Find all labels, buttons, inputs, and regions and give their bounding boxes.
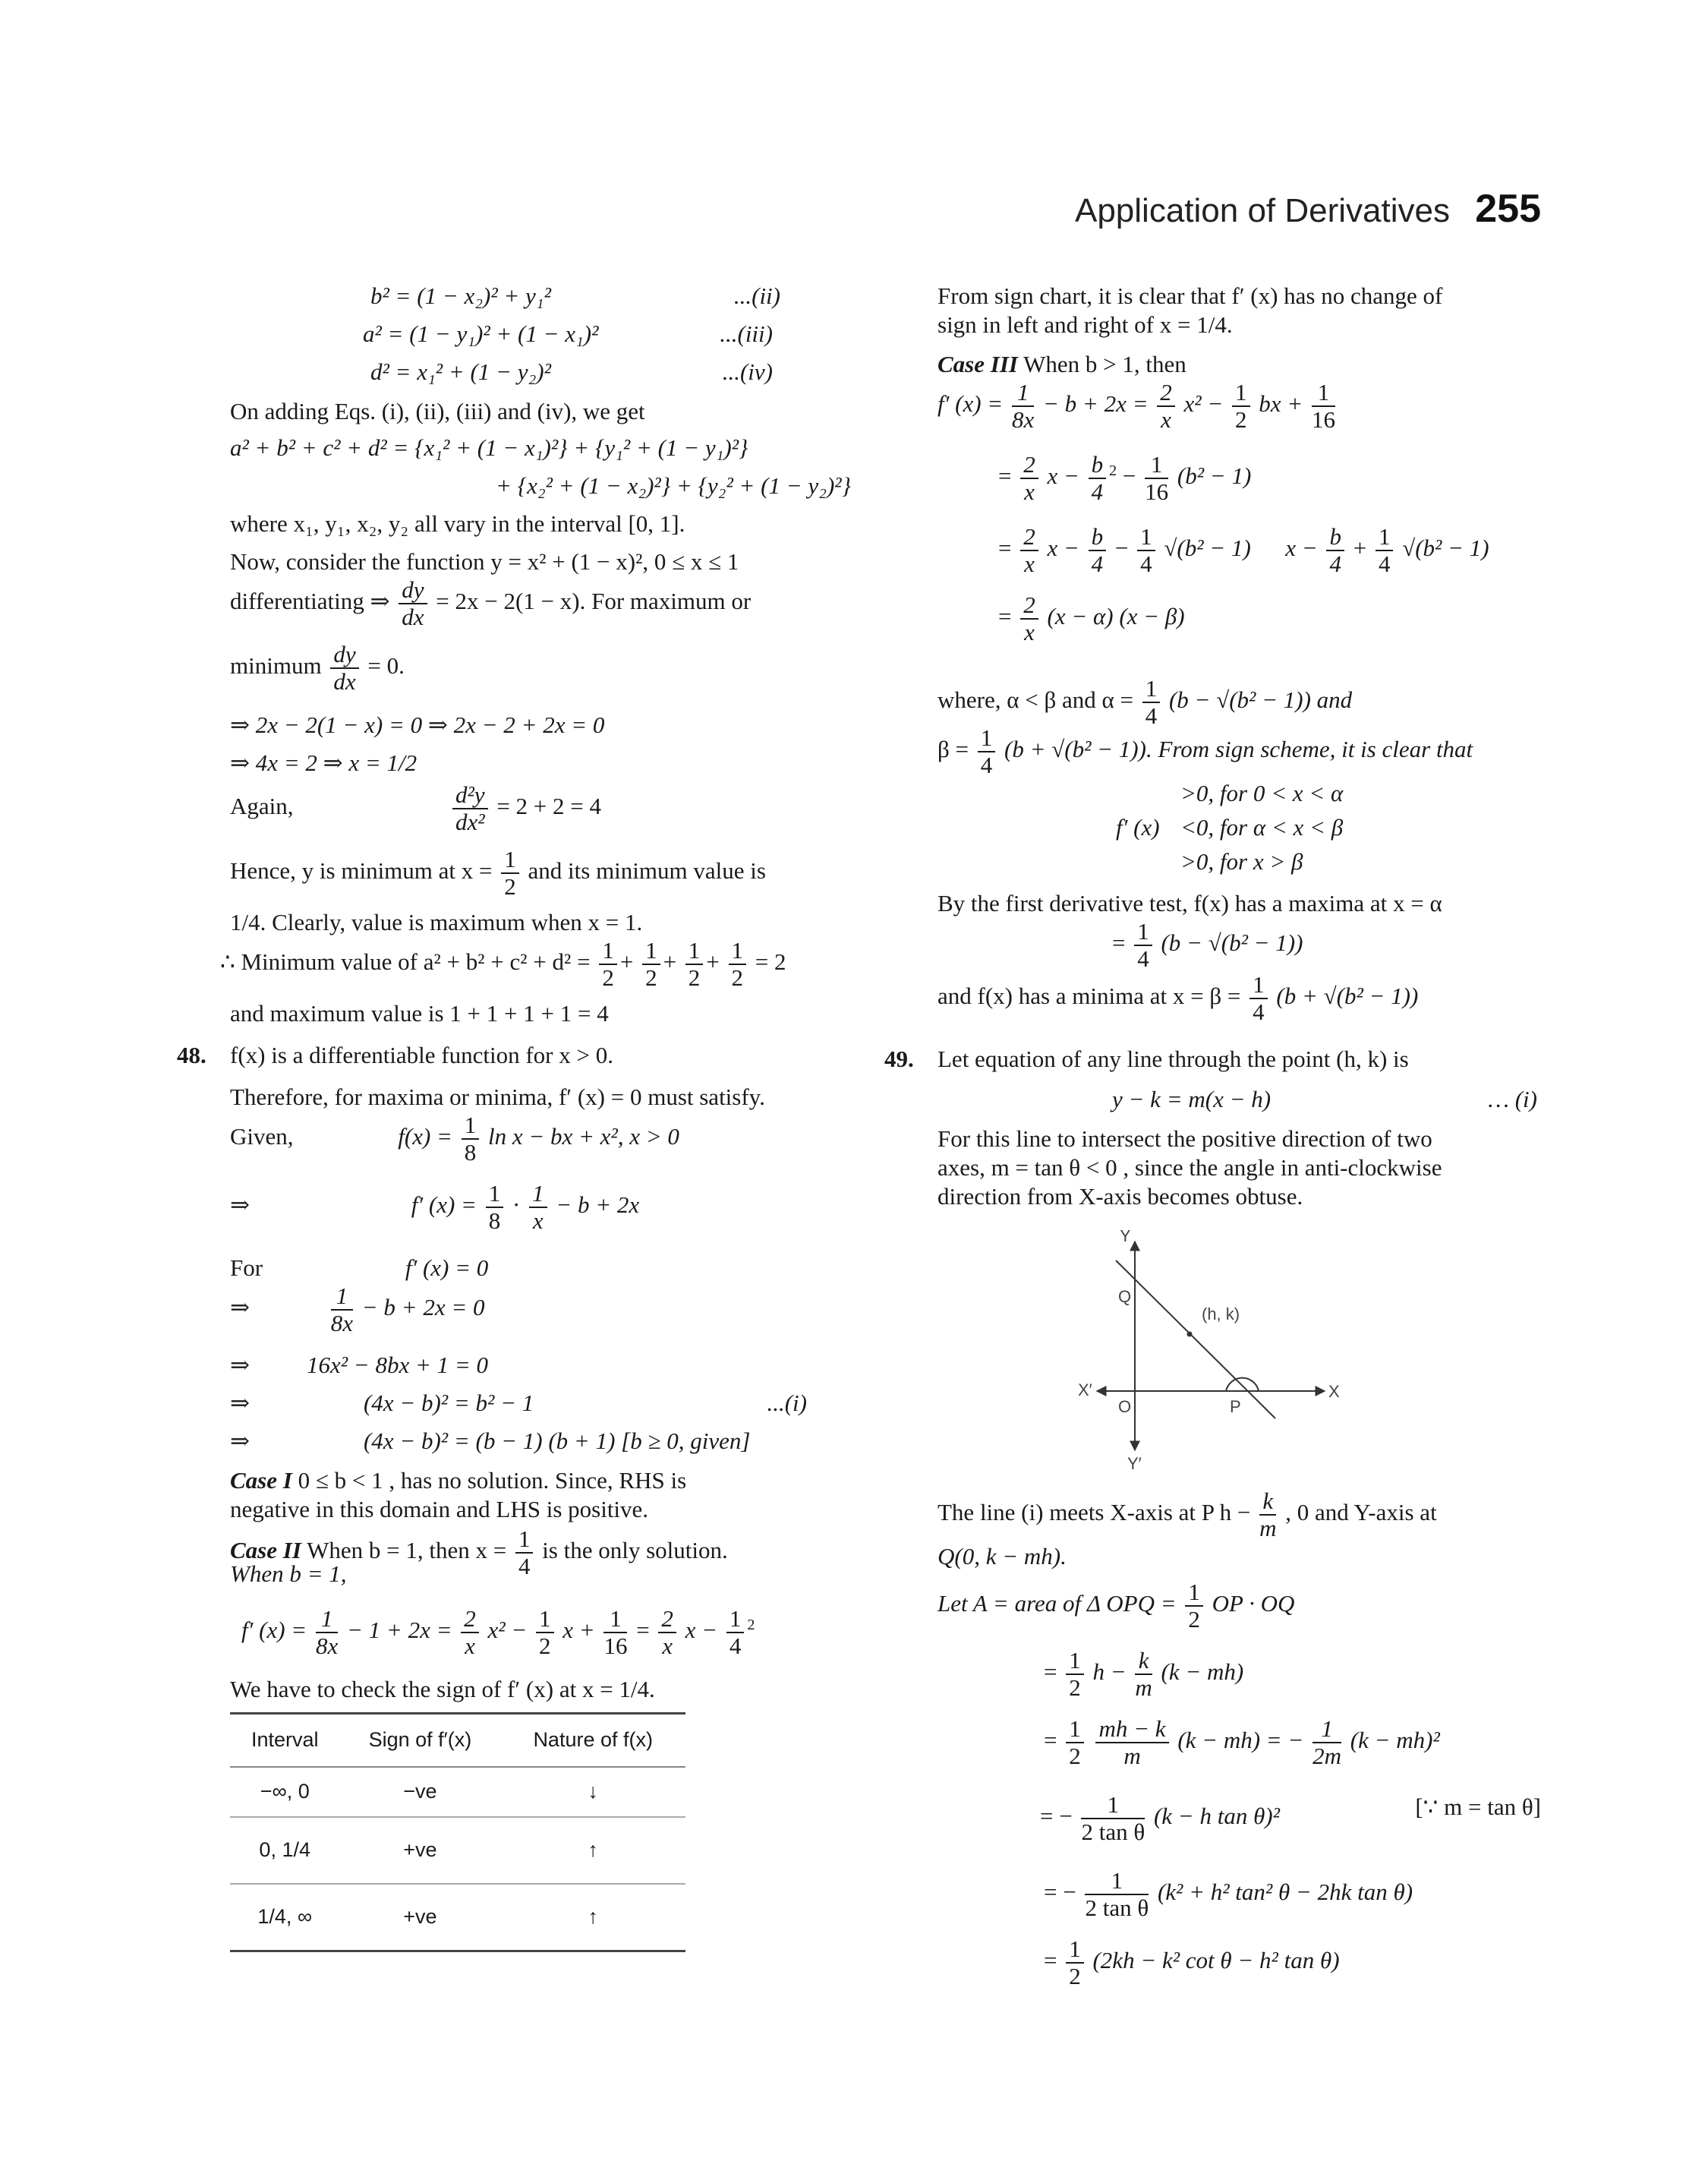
sign-table [230, 1712, 685, 1952]
case-3-eq-3: = $\frac{2}{x}$ x − $\frac{b}{4}$ − $\frac{1}{4}$ √(b² − 1) x − $\frac{b}{4}$ + $\frac{1}{4}$ √(b² − 1) [998, 523, 1489, 578]
where-alpha-line: where, α < β and α = $\frac{1}{4}$ (b − √(b² − 1)) and [938, 675, 1353, 730]
table-header: Nature of f(x) [500, 1714, 685, 1767]
table-cell: ↑ [500, 1817, 685, 1884]
maxima-expr: = $\frac{1}{4}$ (b − √(b² − 1)) [1112, 918, 1303, 973]
minima-line: and f(x) has a minima at x = β = $\frac{1}{4}$ (b + √(b² − 1)) [938, 971, 1419, 1026]
sum-line-1: a² + b² + c² + d² = {x₁² + (1 − x₁)²} + {y₁² + (1 − y₁)²} [230, 434, 748, 461]
line-intercept-figure [1074, 1230, 1347, 1473]
chapter-title: Application of Derivatives [1074, 192, 1450, 229]
sign-scheme-3: >0, for x > β [1180, 848, 1303, 875]
table-row [230, 1767, 685, 1817]
area-step-1: = $\frac{1}{2}$ h − $\frac{k}{m}$ (k − mh) [1044, 1647, 1244, 1702]
table-row [230, 1817, 685, 1884]
table-row [230, 1884, 685, 1951]
solve-step-2: ⇒ 4x = 2 ⇒ x = 1/2 [230, 749, 418, 776]
adding-text: On adding Eqs. (i), (ii), (iii) and (iv), we get [230, 398, 645, 424]
case-3-line: Case III When b > 1, then [938, 351, 1186, 377]
area-step-2: = $\frac{1}{2}$ $\frac{mh - k}{m}$ (k − mh) = − $\frac{1}{2m}$ (k − mh)² [1044, 1715, 1440, 1770]
case-3-eq-1: f′ (x) = $\frac{1}{8x}$ − b + 2x = $\frac{2}{x}$ x² − $\frac{1}{2}$ bx + $\frac{1}{16}$ [938, 379, 1335, 434]
label-y-prime: Y′ [1127, 1454, 1142, 1473]
case-2-line: Case II When b = 1, then x = $\frac{1}{4}$ is the only solution. [230, 1525, 728, 1580]
sign-chart-text-2: sign in left and right of x = 1/4. [938, 311, 1233, 338]
first-derivative-test: By the first derivative test, f(x) has a maxima at x = α [938, 890, 1442, 916]
page-number: 255 [1475, 187, 1541, 231]
case-2-derivative: f′ (x) = $\frac{1}{8x}$ − 1 + 2x = $\frac{2}{x}$ x² − $\frac{1}{2}$ x + $\frac{1}{16}$ = $\frac{2}{x}$ x − $\frac{1}{4}$ $^2$ [241, 1605, 755, 1660]
area-line: Let A = area of Δ OPQ = $\frac{1}{2}$ OP · OQ [938, 1579, 1295, 1633]
table-cell: +ve [339, 1817, 500, 1884]
now-text: Now, consider the function y = x² + (1 − x)², 0 ≤ x ≤ 1 [230, 548, 739, 575]
table-cell: 0, 1/4 [230, 1817, 339, 1884]
table-cell: ↓ [500, 1767, 685, 1817]
para-line-2: axes, m = tan θ < 0 , since the angle in anti-clockwise [938, 1154, 1442, 1181]
table-cell: −∞, 0 [230, 1767, 339, 1817]
label-hk: (h, k) [1202, 1304, 1240, 1323]
case-1-line-2: negative in this domain and LHS is positive. [230, 1496, 649, 1522]
label-x: X [1328, 1382, 1340, 1401]
step-c-line: ⇒ (4x − b)² = b² − 1 ...(i) [230, 1390, 807, 1416]
differentiating-line: differentiating ⇒ $\frac{dy}{dx}$ = 2x − 2(1 − x). For maximum or [230, 576, 752, 631]
para-line-3: direction from X-axis becomes obtuse. [938, 1183, 1303, 1210]
when-b-equals-1: When b = 1, [230, 1560, 347, 1587]
step-a-line: ⇒ $\frac{1}{8x}$ − b + 2x = 0 [230, 1282, 485, 1337]
sign-scheme-1: >0, for 0 < x < α [1180, 780, 1344, 806]
line-equation: y − k = m(x − h) … (i) [1112, 1086, 1537, 1112]
meets-line: The line (i) meets X-axis at P h − $\frac{k}{m}$ , 0 and Y-axis at [938, 1487, 1437, 1542]
given-line: Given, f(x) = $\frac{1}{8}$ ln x − bx + x², x > 0 [230, 1112, 679, 1166]
solve-step-1: ⇒ 2x − 2(1 − x) = 0 ⇒ 2x − 2 + 2x = 0 [230, 711, 605, 738]
para-line-1: For this line to intersect the positive direction of two [938, 1125, 1432, 1152]
sign-chart-text: From sign chart, it is clear that f′ (x) has no change of [938, 282, 1443, 309]
beta-line: β = $\frac{1}{4}$ (b + √(b² − 1)). From sign scheme, it is clear that [938, 724, 1473, 779]
sum-line-2: + {x₂² + (1 − x₂)²} + {y₂² + (1 − y₂)²} [496, 472, 851, 499]
equation-iv: d² = x₁² + (1 − y₂)² ...(iv) [370, 358, 773, 385]
label-o: O [1118, 1397, 1132, 1416]
step-d-line: ⇒ (4x − b)² = (b − 1) (b + 1) [b ≥ 0, given] [230, 1427, 751, 1454]
clearly-text: 1/4. Clearly, value is maximum when x = 1. [230, 909, 643, 935]
page-header [1048, 186, 1541, 239]
again-line: Again, $\frac{\text{d²y}}{\text{dx²}}$ = 2 + 2 = 4 [230, 781, 602, 836]
equation-ii: b² = (1 − x₂)² + y₁² ...(ii) [370, 282, 780, 309]
area-step-5: = $\frac{1}{2}$ (2kh − k² cot θ − h² tan θ) [1044, 1935, 1340, 1990]
table-header: Sign of f′(x) [339, 1714, 500, 1767]
where-text: where x₁, y₁, x₂, y₂ all vary in the interval [0, 1]. [230, 510, 685, 537]
q-point: Q(0, k − mh). [938, 1543, 1067, 1569]
step-b-line: ⇒ 16x² − 8bx + 1 = 0 [230, 1352, 489, 1378]
label-q: Q [1118, 1287, 1132, 1306]
case-3-eq-2: = $\frac{2}{x}$ x − $\frac{b}{4}$ $^2$ − $\frac{1}{16}$ (b² − 1) [998, 451, 1252, 506]
max-value-text: and maximum value is 1 + 1 + 1 + 1 = 4 [230, 1000, 609, 1027]
label-y: Y [1120, 1230, 1131, 1245]
area-step-3: = − $\frac{1}{\text{2 tan θ}}$ (k − h tan θ)² [∵ m = tan θ] [1040, 1791, 1541, 1846]
question-48-text: f(x) is a differentiable function for x > 0. [230, 1042, 613, 1068]
therefore-text: Therefore, for maxima or minima, f′ (x) = 0 must satisfy. [230, 1084, 765, 1110]
check-sign-text: We have to check the sign of f′ (x) at x = 1/4. [230, 1676, 655, 1702]
table-header: Interval [230, 1714, 339, 1767]
derivative-line: ⇒ f′ (x) = $\frac{1}{8}$ · $\frac{1}{x}$ − b + 2x [230, 1180, 640, 1235]
table-header-row [230, 1714, 685, 1767]
question-49-text: Let equation of any line through the point (h, k) is [938, 1046, 1409, 1072]
case-3-eq-4: = $\frac{2}{x}$ (x − α) (x − β) [998, 591, 1185, 646]
label-x-prime: X′ [1078, 1380, 1092, 1399]
minimum-value-line: ∴ Minimum value of a² + b² + c² + d² = $\frac{1}{2}$ + $\frac{1}{2}$ + $\frac{1}{2}$ + $\frac{1}{2}$ = 2 [220, 937, 786, 992]
hence-line: Hence, y is minimum at x = $\frac{1}{2}$ and its minimum value is [230, 846, 766, 901]
case-1-line: Case I 0 ≤ b < 1 , has no solution. Since, RHS is [230, 1467, 687, 1494]
table-cell: +ve [339, 1884, 500, 1951]
minimum-line: minimum $\frac{dy}{dx}$ = 0. [230, 641, 405, 696]
sign-scheme-2: <0, for α < x < β [1180, 814, 1344, 841]
question-49-number: 49. [884, 1046, 914, 1072]
table-cell: ↑ [500, 1884, 685, 1951]
table-cell: 1/4, ∞ [230, 1884, 339, 1951]
intercept-line [1116, 1260, 1275, 1418]
obtuse-angle-arc [1226, 1378, 1259, 1391]
equation-iii: a² = (1 − y₁)² + (1 − x₁)² ...(iii) [363, 320, 773, 347]
sign-scheme-fp: f′ (x) [1116, 814, 1160, 841]
table-cell: −ve [339, 1767, 500, 1817]
point-hk [1187, 1332, 1193, 1337]
question-48-number: 48. [177, 1042, 206, 1068]
area-step-4: = − $\frac{1}{\text{2 tan θ}}$ (k² + h² tan² θ − 2hk tan θ) [1044, 1867, 1413, 1922]
for-line: For f′ (x) = 0 [230, 1254, 489, 1281]
label-p: P [1230, 1397, 1241, 1416]
